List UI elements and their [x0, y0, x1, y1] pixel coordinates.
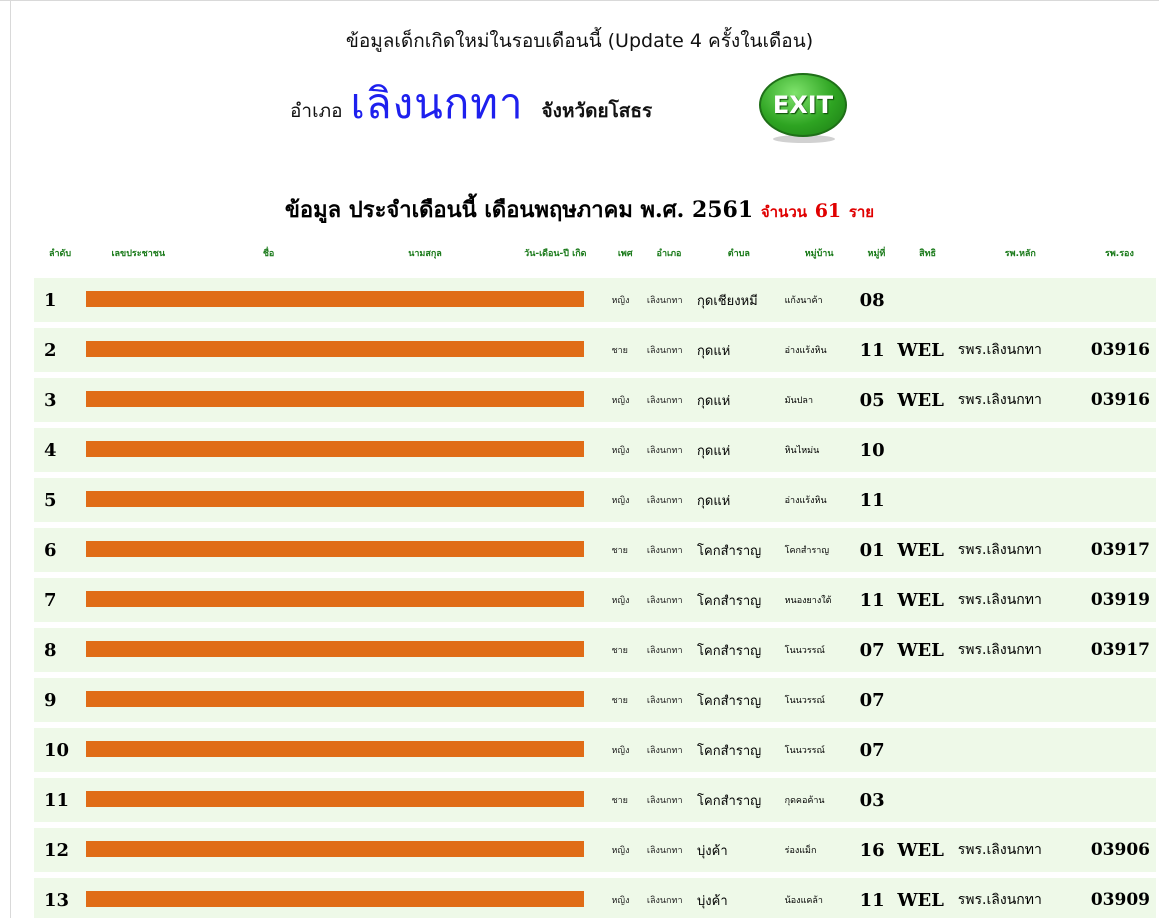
cell-moo: 10: [856, 428, 898, 472]
cell-tambon: กุดแห่: [695, 378, 783, 422]
cell-moo: 07: [856, 628, 898, 672]
redacted-personal-info: [86, 878, 607, 918]
table-body: [34, 278, 1156, 918]
redaction-bar: [86, 541, 584, 557]
table-row: [34, 778, 1156, 822]
redacted-personal-info: [86, 478, 607, 522]
column-header: ชื่อ: [262, 249, 275, 259]
row-index: 9: [34, 678, 86, 722]
cell-sex: ชาย: [607, 328, 642, 372]
cell-amphoe: เลิงนกทา: [643, 478, 695, 522]
row-index: 6: [34, 528, 86, 572]
cell-village: มันปลา: [783, 378, 856, 422]
redaction-bar: [86, 641, 584, 657]
redaction-bar: [86, 491, 584, 507]
cell-tambon: โคกสำราญ: [695, 528, 783, 572]
row-index: 4: [34, 428, 86, 472]
cell-sub-hospital: [1083, 678, 1156, 722]
cell-main-hospital: รพร.เลิงนกทา: [958, 828, 1083, 872]
district-prefix: อำเภอ: [290, 100, 343, 122]
column-header: สิทธิ: [919, 249, 936, 259]
cell-moo: 03: [856, 778, 898, 822]
row-index: 7: [34, 578, 86, 622]
cell-sex: หญิง: [607, 878, 642, 918]
cell-tambon: บุ่งค้า: [695, 878, 783, 918]
cell-main-hospital: รพร.เลิงนกทา: [958, 628, 1083, 672]
section-count-value: 61: [814, 200, 842, 222]
exit-button[interactable]: [759, 73, 849, 143]
cell-moo: 16: [856, 828, 898, 872]
cell-village: โนนวรรณ์: [783, 678, 856, 722]
redaction-bar: [86, 741, 584, 757]
column-header: หมู่ที่: [867, 249, 886, 259]
redacted-personal-info: [86, 628, 607, 672]
cell-sex: หญิง: [607, 728, 642, 772]
cell-sex: ชาย: [607, 528, 642, 572]
row-index: 11: [34, 778, 86, 822]
cell-amphoe: เลิงนกทา: [643, 628, 695, 672]
cell-village: แก้งนาค้า: [783, 278, 856, 322]
table-row: [34, 528, 1156, 572]
cell-moo: 11: [856, 478, 898, 522]
cell-main-hospital: [958, 478, 1083, 522]
cell-right: WEL: [897, 578, 957, 622]
table-row: [34, 328, 1156, 372]
cell-tambon: กุดเชียงหมี: [695, 278, 783, 322]
cell-sub-hospital: 03916: [1083, 328, 1156, 372]
cell-main-hospital: รพร.เลิงนกทา: [958, 528, 1083, 572]
redacted-personal-info: [86, 728, 607, 772]
redaction-bar: [86, 691, 584, 707]
cell-sub-hospital: [1083, 478, 1156, 522]
row-index: 12: [34, 828, 86, 872]
table-row: [34, 678, 1156, 722]
cell-moo: 11: [856, 878, 898, 918]
cell-sex: หญิง: [607, 378, 642, 422]
column-header: ตำบล: [727, 249, 750, 259]
table-row: [34, 878, 1156, 918]
cell-village: ร่องแม็ก: [783, 828, 856, 872]
cell-sub-hospital: 03919: [1083, 578, 1156, 622]
redaction-bar: [86, 891, 584, 907]
cell-village: โนนวรรณ์: [783, 628, 856, 672]
row-index: 10: [34, 728, 86, 772]
row-index: 13: [34, 878, 86, 918]
cell-tambon: บุ่งค้า: [695, 828, 783, 872]
cell-sub-hospital: 03917: [1083, 528, 1156, 572]
cell-village: น้องแคล้า: [783, 878, 856, 918]
exit-icon: [759, 73, 847, 137]
cell-village: หินไหม่น: [783, 428, 856, 472]
cell-tambon: โคกสำราญ: [695, 578, 783, 622]
row-index: 2: [34, 328, 86, 372]
table-row: [34, 578, 1156, 622]
cell-sub-hospital: [1083, 778, 1156, 822]
cell-sub-hospital: [1083, 428, 1156, 472]
cell-sex: ชาย: [607, 778, 642, 822]
cell-right: WEL: [897, 628, 957, 672]
cell-right: [897, 778, 957, 822]
district-line: [290, 74, 652, 134]
cell-moo: 07: [856, 678, 898, 722]
redaction-bar: [86, 791, 584, 807]
cell-tambon: โคกสำราญ: [695, 728, 783, 772]
column-header: ลำดับ: [48, 249, 72, 259]
cell-tambon: กุดแห่: [695, 428, 783, 472]
column-header: เพศ: [617, 249, 633, 259]
section-count-suffix: ราย: [848, 203, 875, 221]
cell-sub-hospital: [1083, 278, 1156, 322]
redacted-personal-info: [86, 778, 607, 822]
redacted-personal-info: [86, 428, 607, 472]
redaction-bar: [86, 291, 584, 307]
table-row: [34, 378, 1156, 422]
table-header-row: [34, 234, 1156, 272]
frame-top-border: [0, 0, 1159, 1]
cell-amphoe: เลิงนกทา: [643, 678, 695, 722]
section-title-text: ข้อมูล ประจำเดือนนี้ เดือนพฤษภาคม พ.ศ. 2561: [284, 197, 754, 223]
cell-tambon: โคกสำราญ: [695, 628, 783, 672]
cell-sex: หญิง: [607, 828, 642, 872]
column-header: วัน-เดือน-ปี เกิด: [524, 249, 587, 259]
cell-main-hospital: [958, 778, 1083, 822]
redaction-bar: [86, 391, 584, 407]
cell-sex: หญิง: [607, 428, 642, 472]
cell-moo: 07: [856, 728, 898, 772]
cell-main-hospital: รพร.เลิงนกทา: [958, 878, 1083, 918]
table-row: [34, 278, 1156, 322]
row-index: 5: [34, 478, 86, 522]
cell-amphoe: เลิงนกทา: [643, 828, 695, 872]
cell-moo: 08: [856, 278, 898, 322]
table-row: [34, 728, 1156, 772]
cell-tambon: กุดแห่: [695, 328, 783, 372]
cell-main-hospital: [958, 428, 1083, 472]
table-header: [34, 234, 1156, 272]
cell-amphoe: เลิงนกทา: [643, 728, 695, 772]
column-header: รพ.หลัก: [1004, 249, 1036, 259]
cell-village: โนนวรรณ์: [783, 728, 856, 772]
cell-main-hospital: รพร.เลิงนกทา: [958, 378, 1083, 422]
cell-right: [897, 428, 957, 472]
cell-amphoe: เลิงนกทา: [643, 328, 695, 372]
column-header: นามสกุล: [408, 249, 442, 259]
column-header: รพ.รอง: [1105, 249, 1134, 259]
table-row: [34, 428, 1156, 472]
cell-main-hospital: รพร.เลิงนกทา: [958, 578, 1083, 622]
cell-village: อ่างแร้งหิน: [783, 328, 856, 372]
redacted-personal-info: [86, 378, 607, 422]
redaction-bar: [86, 341, 584, 357]
cell-main-hospital: [958, 678, 1083, 722]
cell-moo: 01: [856, 528, 898, 572]
cell-right: [897, 478, 957, 522]
section-title: [0, 192, 1159, 227]
redacted-personal-info: [86, 578, 607, 622]
cell-sex: หญิง: [607, 278, 642, 322]
redacted-personal-info: [86, 828, 607, 872]
redacted-personal-info: [86, 528, 607, 572]
cell-sex: หญิง: [607, 478, 642, 522]
column-header: หมู่บ้าน: [804, 249, 834, 259]
cell-amphoe: เลิงนกทา: [643, 428, 695, 472]
redacted-personal-info: [86, 678, 607, 722]
cell-tambon: โคกสำราญ: [695, 778, 783, 822]
cell-village: โคกสำราญ: [783, 528, 856, 572]
cell-sub-hospital: [1083, 728, 1156, 772]
cell-moo: 11: [856, 328, 898, 372]
table-row: [34, 478, 1156, 522]
row-index: 3: [34, 378, 86, 422]
column-header: เลขประชาชน: [111, 249, 166, 259]
district-name: เลิงนกทา: [350, 79, 524, 128]
cell-sub-hospital: 03906: [1083, 828, 1156, 872]
cell-sex: หญิง: [607, 578, 642, 622]
cell-amphoe: เลิงนกทา: [643, 778, 695, 822]
row-index: 1: [34, 278, 86, 322]
redaction-bar: [86, 441, 584, 457]
redacted-personal-info: [86, 328, 607, 372]
birth-data-table: [34, 228, 1156, 918]
cell-sub-hospital: 03909: [1083, 878, 1156, 918]
cell-right: WEL: [897, 378, 957, 422]
exit-button-label: EXIT: [772, 91, 834, 119]
cell-moo: 05: [856, 378, 898, 422]
section-count-prefix: จำนวน: [760, 203, 808, 221]
cell-right: [897, 728, 957, 772]
redaction-bar: [86, 591, 584, 607]
cell-main-hospital: [958, 278, 1083, 322]
frame-left-border: [10, 0, 11, 918]
cell-main-hospital: [958, 728, 1083, 772]
cell-tambon: โคกสำราญ: [695, 678, 783, 722]
cell-tambon: กุดแห่: [695, 478, 783, 522]
page-title: ข้อมูลเด็กเกิดใหม่ในรอบเดือนนี้ (Update 4 ครั้งในเดือน): [345, 30, 814, 52]
cell-right: WEL: [897, 528, 957, 572]
cell-village: หนองยางใต้: [783, 578, 856, 622]
cell-amphoe: เลิงนกทา: [643, 878, 695, 918]
row-index: 8: [34, 628, 86, 672]
redaction-bar: [86, 841, 584, 857]
cell-village: กุดคอค้าน: [783, 778, 856, 822]
cell-sub-hospital: 03917: [1083, 628, 1156, 672]
cell-right: WEL: [897, 828, 957, 872]
cell-right: WEL: [897, 878, 957, 918]
cell-village: อ่างแร้งหิน: [783, 478, 856, 522]
column-header: อำเภอ: [656, 249, 682, 259]
table-row: [34, 628, 1156, 672]
table-row: [34, 828, 1156, 872]
cell-right: [897, 678, 957, 722]
redacted-personal-info: [86, 278, 607, 322]
cell-moo: 11: [856, 578, 898, 622]
province-name: จังหวัดยโสธร: [541, 100, 653, 122]
cell-right: [897, 278, 957, 322]
cell-sex: ชาย: [607, 678, 642, 722]
cell-amphoe: เลิงนกทา: [643, 378, 695, 422]
cell-right: WEL: [897, 328, 957, 372]
cell-amphoe: เลิงนกทา: [643, 578, 695, 622]
cell-amphoe: เลิงนกทา: [643, 528, 695, 572]
cell-sub-hospital: 03916: [1083, 378, 1156, 422]
cell-main-hospital: รพร.เลิงนกทา: [958, 328, 1083, 372]
cell-amphoe: เลิงนกทา: [643, 278, 695, 322]
cell-sex: ชาย: [607, 628, 642, 672]
